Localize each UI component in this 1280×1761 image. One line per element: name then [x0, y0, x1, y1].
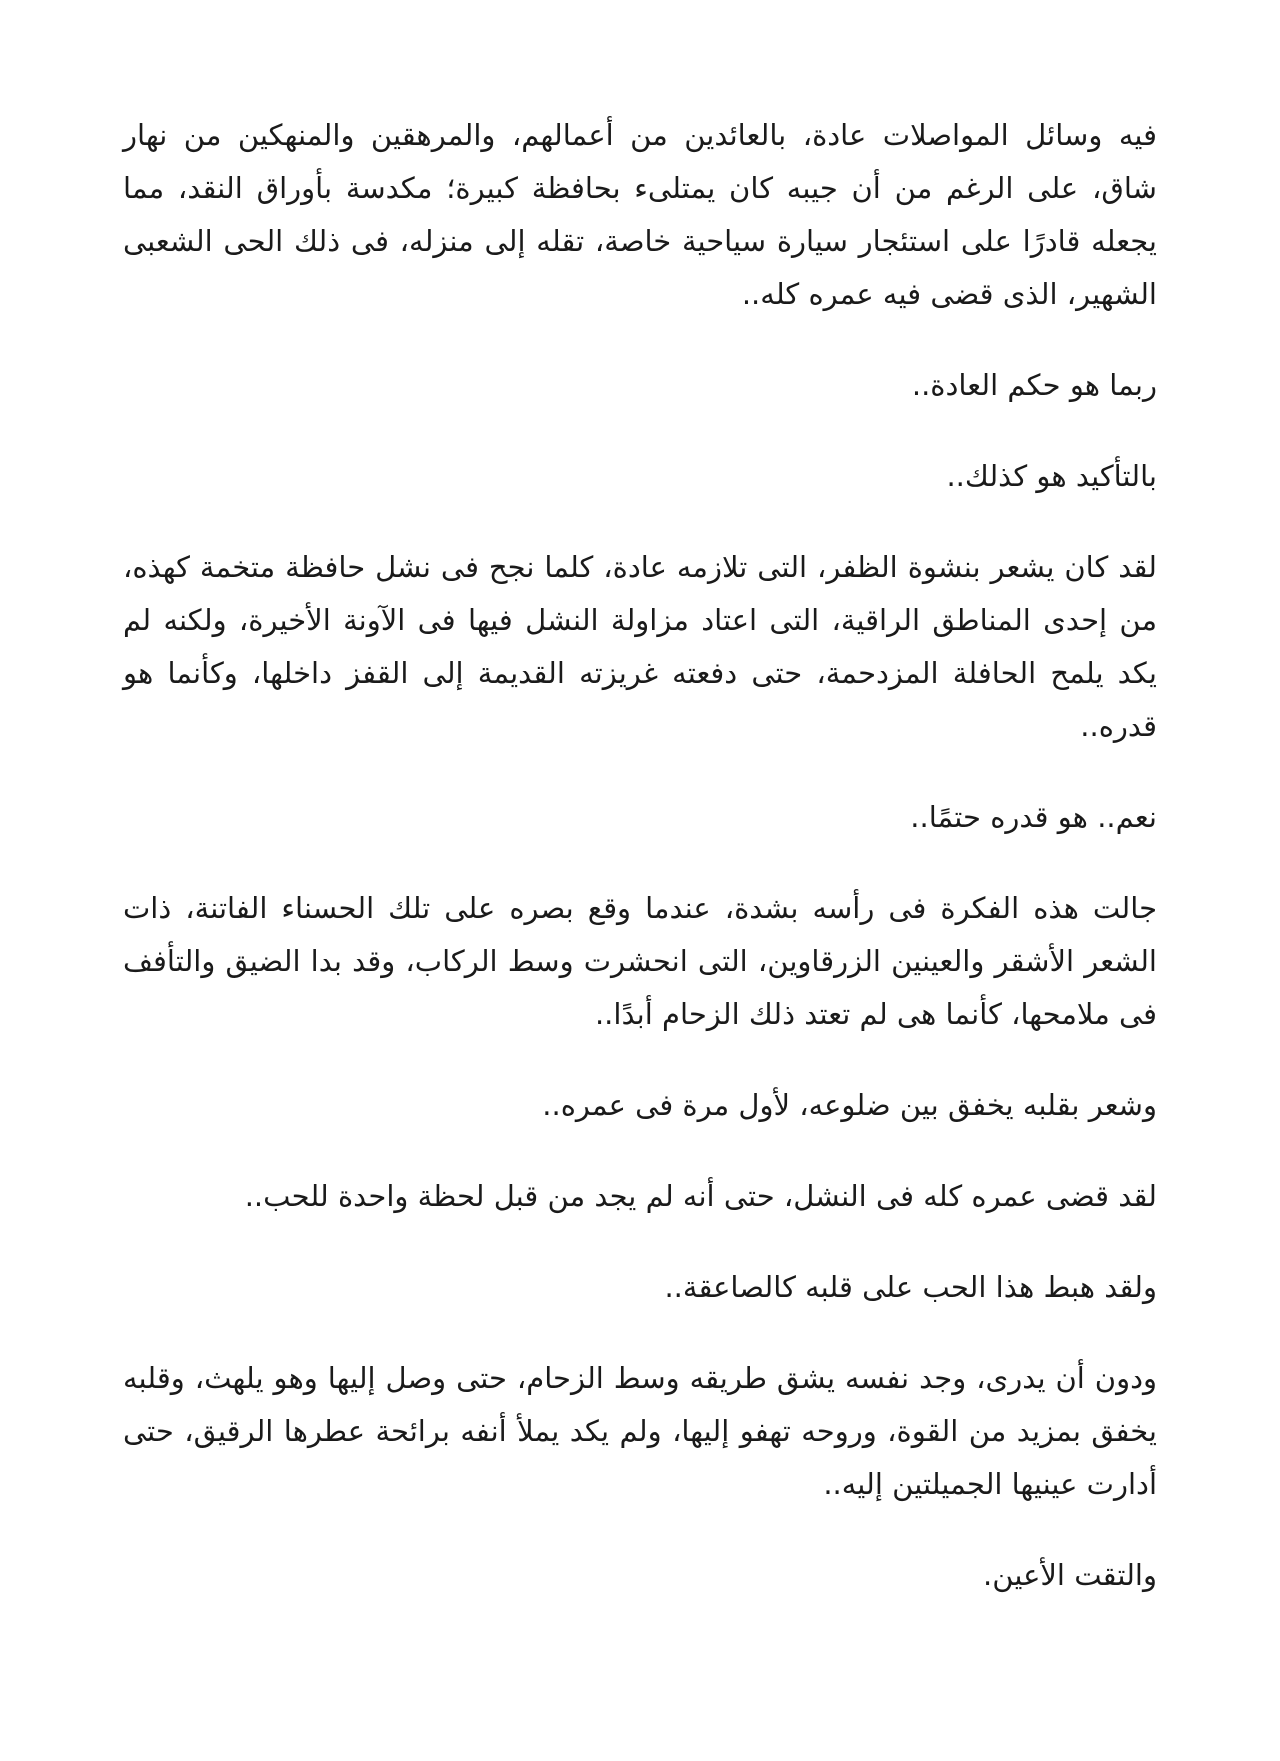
paragraph-2: ربما هو حكم العادة..: [911, 368, 1157, 402]
paragraph-6: جالت هذه الفكرة فى رأسه بشدة، عندما وقع بصره على تلك الحسناء الفاتنة، ذات الشعر الأشقر والعينين الزرقاوين، التى انحشرت وسط الركاب، وقد بدا الضيق والتأفف فى ملامحها، كأنما هى لم تعتد ذلك الزحام أبدًا..: [123, 891, 1157, 1031]
paragraph-9: ولقد هبط هذا الحب على قلبه كالصاعقة..: [664, 1270, 1157, 1304]
paragraph-4: لقد كان يشعر بنشوة الظفر، التى تلازمه عادة، كلما نجح فى نشل حافظة متخمة كهذه، من إحدى المناطق الراقية، التى اعتاد مزاولة النشل فيها فى الآونة الأخيرة، ولكنه لم يكد يلمح الحافلة المزدحمة، حتى دفعته غريزته القديمة إلى القفز داخلها، وكأنما هو قدره..: [123, 550, 1157, 743]
paragraph-5: نعم.. هو قدره حتمًا..: [910, 800, 1157, 834]
paragraph-3: بالتأكيد هو كذلك..: [946, 459, 1157, 493]
paragraph-8: لقد قضى عمره كله فى النشل، حتى أنه لم يجد من قبل لحظة واحدة للحب..: [244, 1179, 1157, 1213]
paragraph-10: ودون أن يدرى، وجد نفسه يشق طريقه وسط الزحام، حتى وصل إليها وهو يلهث، وقلبه يخفق بمزيد من القوة، وروحه تهفو إليها، ولم يكد يملأ أنفه برائحة عطرها الرقيق، حتى أدارت عينيها الجميلتين إليه..: [123, 1361, 1157, 1501]
paragraph-11: والتقت الأعين.: [983, 1558, 1157, 1592]
paragraph-7: وشعر بقلبه يخفق بين ضلوعه، لأول مرة فى عمره..: [542, 1088, 1157, 1122]
paragraph-1: فيه وسائل المواصلات عادة، بالعائدين من أعمالهم، والمرهقين والمنهكين من نهار شاق، على الرغم من أن جيبه كان يمتلىء بحافظة كبيرة؛ مكدسة بأوراق النقد، مما يجعله قادرًا على استئجار سيارة سياحية خاصة، تقله إلى منزله، فى ذلك الحى الشعبى الشهير، الذى قضى فيه عمره كله..: [123, 118, 1157, 311]
book-page: [123, 109, 1157, 1640]
